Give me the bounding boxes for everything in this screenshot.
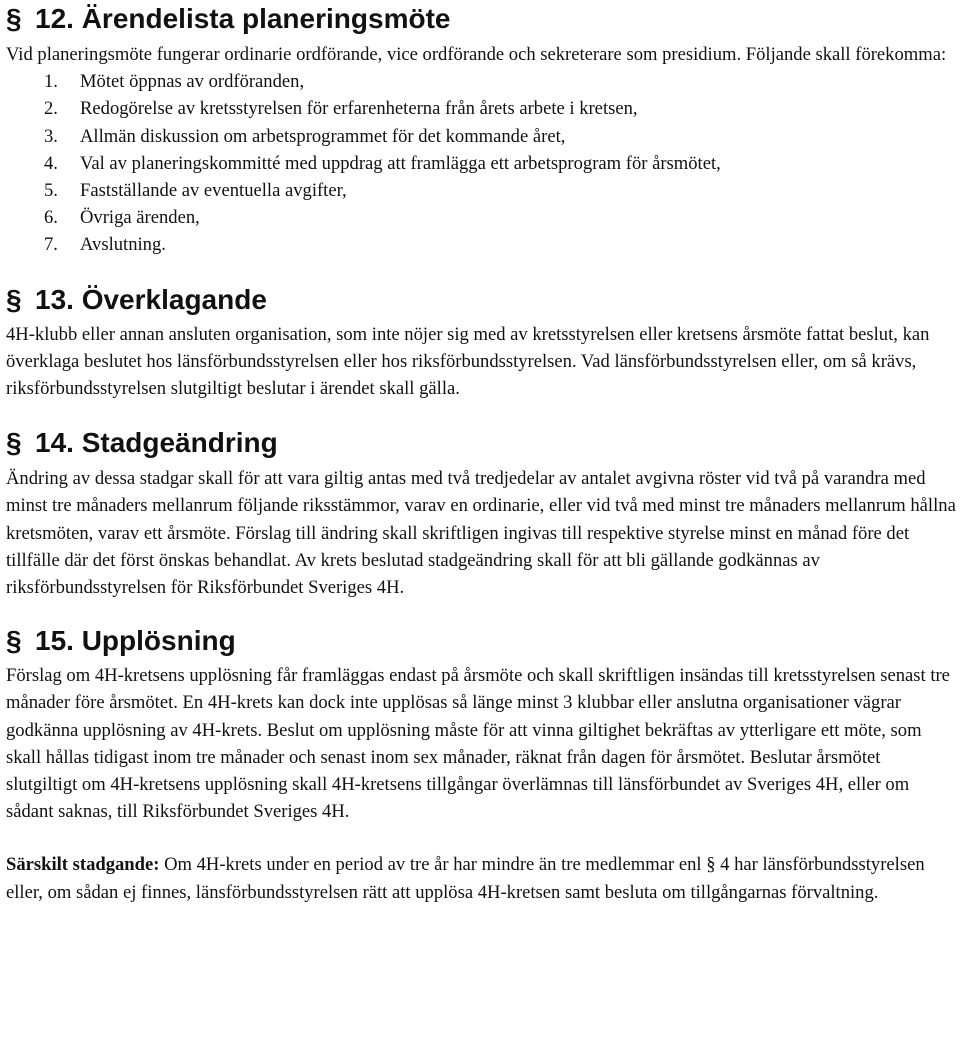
section-14-title: 14. Stadgeändring	[35, 427, 278, 459]
list-item-number: 4.	[44, 152, 58, 174]
list-item	[44, 123, 956, 150]
section-symbol: §	[6, 3, 22, 34]
list-item	[44, 231, 956, 258]
list-item-number: 1.	[44, 71, 58, 93]
special-provision-label: Särskilt stadgande:	[6, 854, 160, 876]
section-symbol: §	[6, 427, 22, 459]
list-item-text: Fastställande av eventuella avgifter,	[80, 180, 347, 202]
section-15-heading	[6, 625, 956, 657]
list-item-text: Mötet öppnas av ordföranden,	[80, 71, 305, 93]
section-15-text: Förslag om 4H-kretsens upplösning får framläggas endast på årsmöte och skall skriftligen insändas till kretsstyrelsen senast tre månader före årsmötet. En 4H-krets kan dock inte upplösas så länge minst 3 klubbar eller anslutna organisationer vägrar godkänna upplösning av 4H-krets. Beslut om upplösning måste för att vinna giltighet bekräftas av ytterligare ett möte, som skall hållas tidigast inom tre månader och senast inom sex månader, räknat från dagen för årsmötet. Beslutar årsmötet slutgiltigt om 4H-kretsens upplösning skall 4H-kretsens tillgångar överlämnas till länsförbundet av Sveriges 4H, eller om sådant saknas, till Riksförbundet Sveriges 4H.	[6, 665, 950, 823]
list-item-text: Val av planeringskommitté med uppdrag att framlägga ett arbetsprogram för årsmötet,	[80, 152, 721, 174]
section-13-title: 13. Överklagande	[35, 283, 267, 315]
list-item-text: Avslutning.	[80, 234, 166, 256]
list-item-number: 2.	[44, 98, 58, 120]
document-page	[6, 0, 956, 906]
section-14-text: Ändring av dessa stadgar skall för att vara giltig antas med två tredjedelar av antalet avgivna röster vid två på varandra med minst tre månaders mellanrum följande riksstämmor, varav en ordinarie, eller vid två med minst tre månaders mellanrum hållna kretsmöten, varav ett årsmöte. Förslag till ändring skall skriftligen ingivas till respektive styrelse minst en månad före det tillfälle där det först önskas behandlat. Av krets beslutad stadgeändring skall för att bli gällande godkännas av riksförbundsstyrelsen för Riksförbundet Sveriges 4H.	[6, 468, 956, 599]
section-symbol: §	[6, 283, 22, 315]
section-14-heading	[6, 427, 956, 459]
section-13-heading	[6, 284, 956, 316]
list-item-text: Övriga ärenden,	[80, 207, 200, 229]
list-item	[44, 68, 956, 95]
special-provision	[6, 851, 956, 905]
list-item	[44, 204, 956, 231]
agenda-list	[6, 68, 956, 258]
section-12-heading	[6, 3, 956, 35]
section-12-title: 12. Ärendelista planeringsmöte	[35, 3, 451, 34]
list-item-number: 5.	[44, 180, 58, 202]
list-item-number: 7.	[44, 234, 58, 256]
section-symbol: §	[6, 625, 22, 657]
list-item-number: 3.	[44, 125, 58, 147]
list-item	[44, 95, 956, 122]
list-item-number: 6.	[44, 207, 58, 229]
section-12-intro: Vid planeringsmöte fungerar ordinarie ordförande, vice ordförande och sekreterare som presidium. Följande skall förekomma:	[6, 44, 947, 65]
special-provision-text: Om 4H-krets under en period av tre år har mindre än tre medlemmar enl § 4 har länsförbundsstyrelsen eller, om sådan ej finnes, länsförbundsstyrelsen rätt att upplösa 4H-kretsen samt besluta om tillgångarnas förvaltning.	[6, 854, 925, 903]
list-item	[44, 177, 956, 204]
section-13-text: 4H-klubb eller annan ansluten organisation, som inte nöjer sig med av kretsstyrelsen eller kretsens årsmöte fattat beslut, kan överklaga beslutet hos länsförbundsstyrelsen eller hos riksförbundsstyrelsen. Vad länsförbundsstyrelsen eller, om så krävs, riksförbundsstyrelsen slutgiltigt beslutar i ärendet skall gälla.	[6, 323, 930, 400]
section-15-title: 15. Upplösning	[35, 625, 236, 657]
list-item-text: Redogörelse av kretsstyrelsen för erfarenheterna från årets arbete i kretsen,	[80, 98, 638, 120]
list-item-text: Allmän diskussion om arbetsprogrammet för det kommande året,	[80, 125, 566, 147]
list-item	[44, 150, 956, 177]
